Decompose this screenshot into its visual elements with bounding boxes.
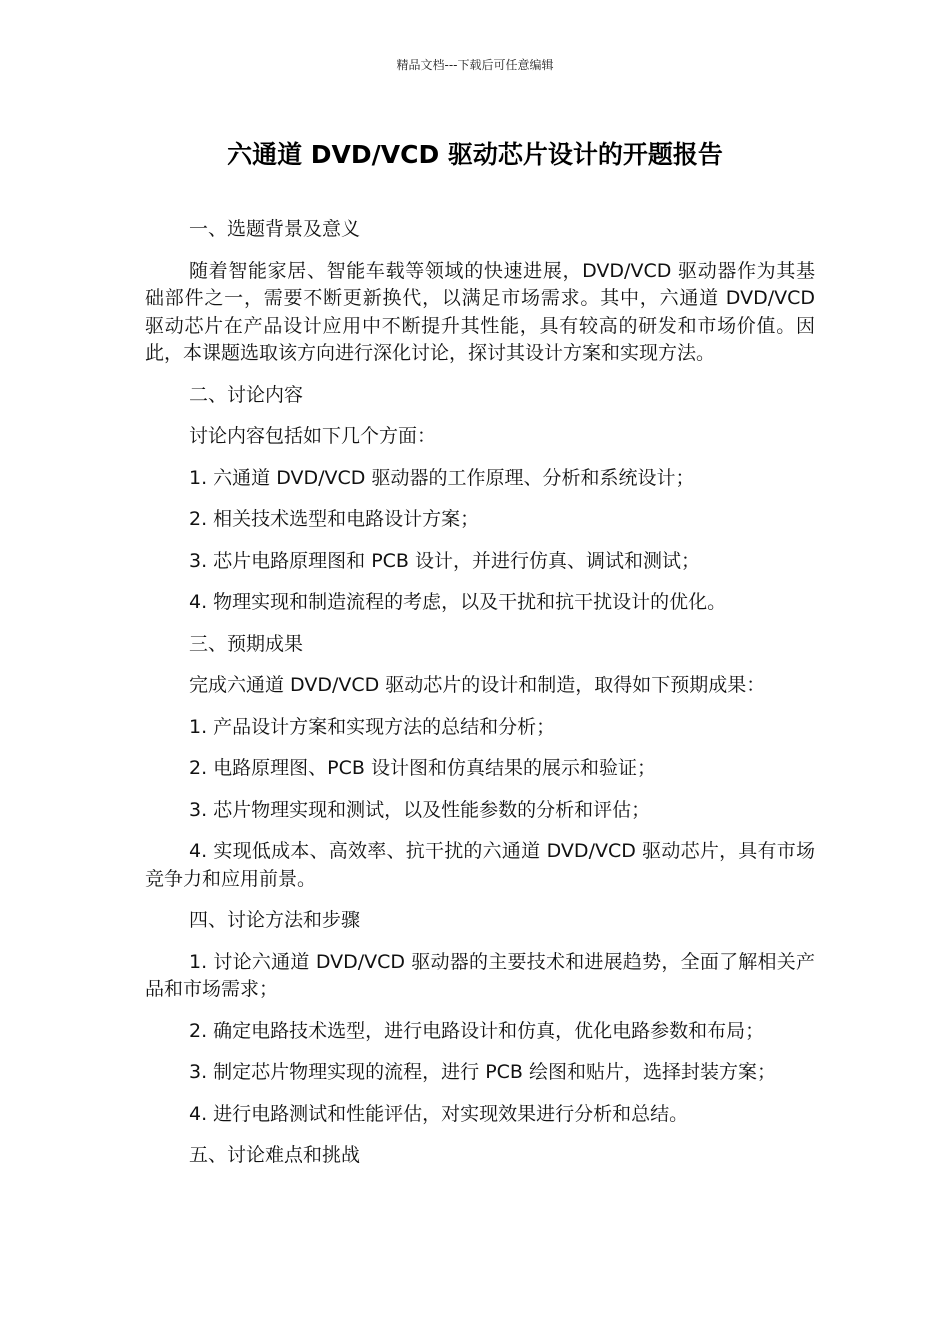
- outcome-item: 1. 产品设计方案和实现方法的总结和分析；: [189, 715, 556, 738]
- content-item: 2. 相关技术选型和电路设计方案；: [189, 508, 480, 530]
- content-intro: 讨论内容包括如下几个方面：: [189, 425, 437, 447]
- content-item: 4. 物理实现和制造流程的考虑，以及干扰和抗干扰设计的优化。: [189, 591, 727, 613]
- outcome-item: 4. 实现低成本、高效率、抗干扰的六通道 DVD/VCD 驱动芯片，具有市场竞争力和应用前景。: [145, 840, 815, 890]
- page-header: 精品文档---下载后可任意编辑: [396, 58, 554, 72]
- outcome-item: 3. 芯片物理实现和测试，以及性能参数的分析和评估；: [189, 798, 651, 821]
- document-title: 六通道 DVD/VCD 驱动芯片设计的开题报告: [227, 140, 723, 169]
- background-paragraph: 随着智能家居、智能车载等领域的快速进展，DVD/VCD 驱动器作为其基础部件之一，需要不断更新换代，以满足市场需求。其中，六通道 DVD/VCD 驱动芯片在产品设计应用中不断提升其性能，具有较高的研发和市场价值。因此，本课题选取该方向进行深化讨论，探讨其设计方案和实现方法。: [145, 259, 815, 364]
- content-item: 3. 芯片电路原理图和 PCB 设计，并进行仿真、调试和测试；: [189, 549, 701, 572]
- method-item: 1. 讨论六通道 DVD/VCD 驱动器的主要技术和进展趋势，全面了解相关产品和市场需求；: [145, 950, 815, 1000]
- method-item: 4. 进行电路测试和性能评估，对实现效果进行分析和总结。: [189, 1102, 689, 1125]
- content-item: 1. 六通道 DVD/VCD 驱动器的工作原理、分析和系统设计；: [189, 466, 695, 489]
- section-heading-content: 二、讨论内容: [189, 383, 304, 406]
- method-item: 2. 确定电路技术选型，进行电路设计和仿真，优化电路参数和布局；: [189, 1019, 765, 1042]
- section-heading-methods: 四、讨论方法和步骤: [189, 909, 361, 931]
- document-body: [145, 216, 815, 1184]
- outcome-item: 2. 电路原理图、PCB 设计图和仿真结果的展示和验证；: [189, 757, 656, 779]
- outcomes-intro: 完成六通道 DVD/VCD 驱动芯片的设计和制造，取得如下预期成果：: [189, 674, 766, 696]
- method-item: 3. 制定芯片物理实现的流程，进行 PCB 绘图和贴片，选择封装方案；: [189, 1061, 777, 1083]
- section-heading-background: 一、选题背景及意义: [189, 218, 361, 240]
- section-heading-outcomes: 三、预期成果: [189, 632, 304, 655]
- section-heading-challenges: 五、讨论难点和挑战: [189, 1144, 361, 1166]
